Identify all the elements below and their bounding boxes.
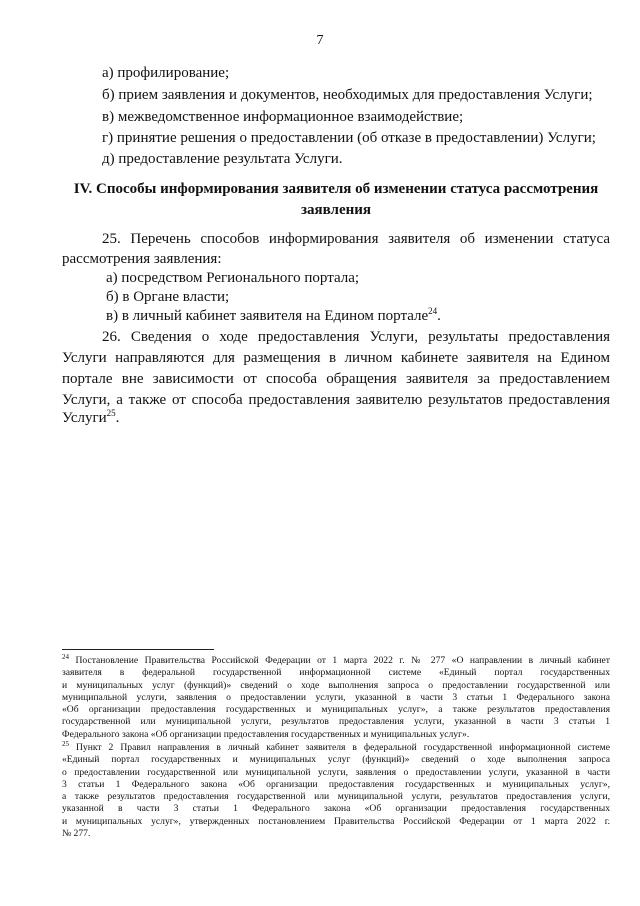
footnote-24-line: муниципальной услуги, заявления о предоставлении услуги, указанной в части 3 статьи 1 Федерального закона: [62, 691, 610, 703]
footnote-25: [62, 739, 610, 840]
footnote-25-line: и муниципальных услуг», утвержденных постановлением Правительства Российской Федерации от 1 марта 2022 г.: [62, 815, 610, 827]
p25-line2: рассмотрения заявления:: [62, 251, 222, 267]
p25-item-c-text: в) в личный кабинет заявителя на Едином портале: [106, 308, 429, 324]
footnote-25-line: № 277.: [62, 828, 91, 840]
footnote-25-line: указанной в части 3 статьи 1 Федерального закона «Об организации предоставления государственных: [62, 803, 610, 815]
p26-line3: портале вне зависимости от способа обращения заявителя за предоставлением: [62, 371, 610, 387]
footnote-separator: [62, 649, 214, 650]
p25-item-a: а) посредством Регионального портала;: [106, 270, 360, 286]
footnote-25-line: а также результатов предоставления государственной или муниципальной услуги, результатов предоставления услуги,: [62, 791, 610, 803]
p26-line5-end: .: [115, 410, 120, 426]
section-heading-line2: заявления: [300, 202, 372, 218]
p25-item-c: [106, 306, 441, 327]
footnote-25-line: о предоставлении государственной или муниципальной услуги, заявления о предоставлении услуги, указанной в части: [62, 766, 610, 778]
p26-line2: Услуги направляются для размещения в личном кабинете заявителя на Едином: [62, 350, 610, 366]
footnote-24-line: государственной или муниципальной услуги, результатов предоставления услуги, указанной в части 3 статьи 1: [62, 716, 610, 728]
p26-line5-text: Услуги: [62, 410, 107, 426]
p25-item-b: б) в Органе власти;: [106, 289, 230, 305]
section-heading-line1: IV. Способы информирования заявителя об изменении статуса рассмотрения: [73, 181, 599, 197]
list-item-b: б) прием заявления и документов, необходимых для предоставления Услуги;: [102, 87, 593, 103]
section-heading: [62, 179, 610, 221]
list-item-c: в) межведомственное информационное взаимодействие;: [102, 109, 464, 125]
list-item-d: г) принятие решения о предоставлении (об отказе в предоставлении) Услуги;: [102, 130, 596, 146]
footnote-24: [62, 652, 610, 741]
footnote-25-line: «Единый портал государственных и муниципальных услуг (функций)» сведений о ходе выполнения запроса: [62, 754, 610, 766]
list-item-e: д) предоставление результата Услуги.: [102, 151, 343, 167]
footnote-24-line: $^{24}$ Постановление Правительства Российской Федерации от 1 марта 2022 г. № 277 «О направлении в личный кабинет: [62, 652, 610, 666]
footnote-24-line: «Об организации предоставления государственных и муниципальных услуг», а также результатов предоставления: [62, 704, 610, 716]
p26-line1: 26. Сведения о ходе предоставления Услуги, результаты предоставления: [102, 329, 610, 345]
p26-line5: [62, 408, 119, 429]
page-number: 7: [316, 33, 324, 48]
footnote-25-line: 3 статьи 1 Федерального закона «Об организации предоставления государственных и муниципальных услуг»,: [62, 778, 610, 790]
footnote-24-line: Федерального закона «Об организации предоставления государственных и муниципальных услуг».: [62, 728, 470, 740]
p25-item-c-end: .: [437, 308, 441, 324]
footnote-ref-25: 25: [106, 408, 116, 418]
footnote-ref-24: 24: [428, 306, 438, 316]
footnote-24-line: заявителя в федеральной государственной информационной системе «Единый портал государственных: [62, 667, 610, 679]
footnote-25-line: $^{25}$ Пункт 2 Правил направления в личный кабинет заявителя в федеральной государственной информационной системе: [62, 739, 610, 753]
footnote-24-mark: 24: [62, 652, 69, 661]
p26-line4: Услуги, а также от способа предоставления заявителю результатов предоставления: [62, 392, 610, 408]
p25-line1: 25. Перечень способов информирования заявителя об изменении статуса: [102, 231, 610, 247]
footnote-24-line: и муниципальных услуг (функций)» сведений о ходе выполнения запроса о предоставлении государственной или: [62, 679, 610, 691]
footnote-25-mark: 25: [62, 739, 69, 748]
list-item-a: а) профилирование;: [102, 65, 230, 81]
